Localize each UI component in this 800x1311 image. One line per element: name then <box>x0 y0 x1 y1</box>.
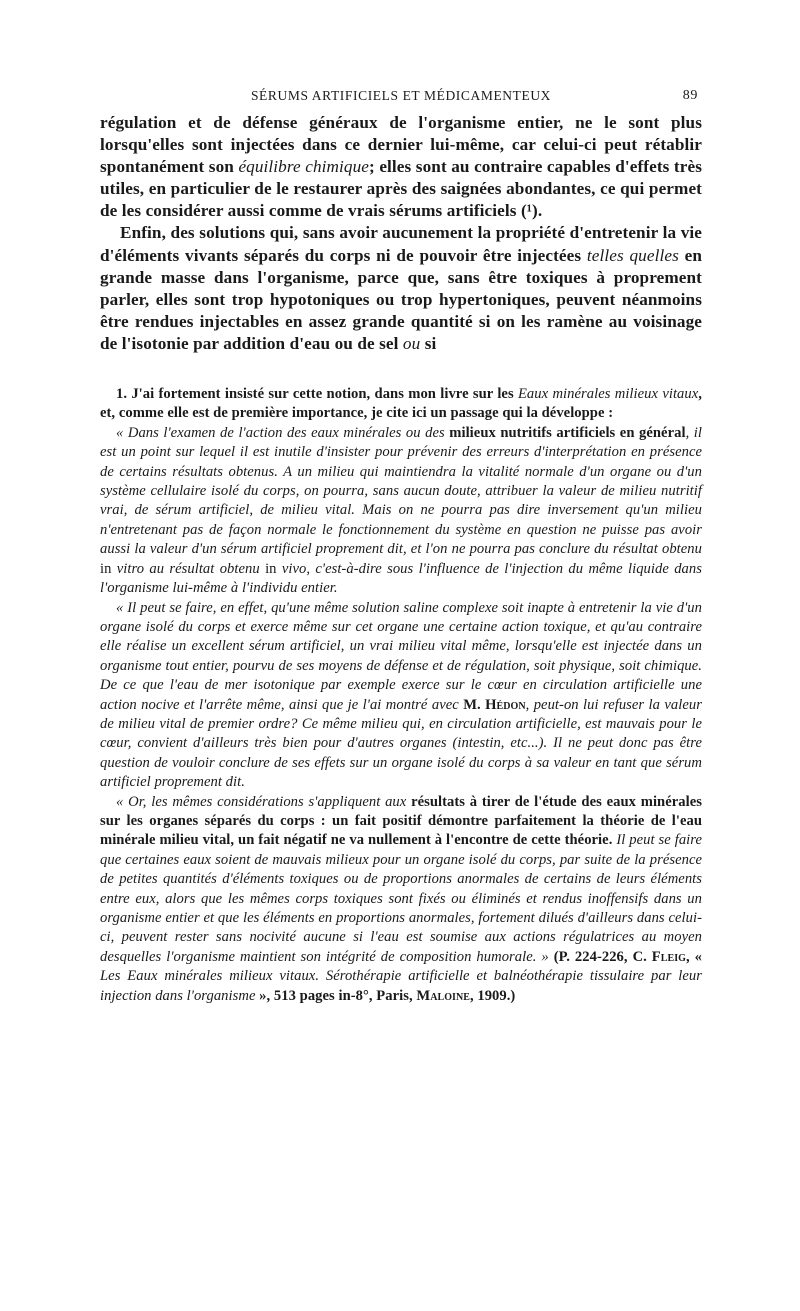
main-text <box>100 112 702 355</box>
footnote-intro: 1. J'ai fortement insisté sur cette notion, dans mon livre sur les Eaux minérales milieux vitaux, et, comme elle est de première importance, je cite ici un passage qui la développe : <box>100 386 702 422</box>
author-name: C. Fleig <box>632 948 686 965</box>
running-head <box>100 82 702 112</box>
footnote-quote: « Dans l'examen de l'action des eaux minérales ou des milieux nutritifs artificiels en général, il est un point sur lequel il est inutile d'insister pour prévenir des erreurs d'interprétation en présence de certains résultats obtenus. A un milieu qui maintiendra la vitalité normale d'un organe ou d'un système cellulaire isolé du corps, on pourra, sans aucun doute, attribuer la valeur de milieu nutritif vrai, de sérum artificiel, de milieu vital. Mais on ne pourra pas dire inversement qu'un milieu n'entretenant pas de façon normale le fonctionnement du système en question ne puisse pas avoir aussi la valeur d'un sérum artificiel proprement dit, et l'on ne pourra pas conclure du résultat obtenu in vitro au résultat obtenu in vivo, c'est-à-dire sous l'influence de l'injection du même liquide dans l'organisme lui-même à l'individu entier. <box>100 424 702 597</box>
running-title: SÉRUMS ARTIFICIELS ET MÉDICAMENTEUX <box>250 88 552 103</box>
page-number: 89 <box>682 88 698 103</box>
author-name: M. Hédon <box>463 696 526 713</box>
book-title: Les Eaux minérales milieux vitaux. Sérothérapie artificielle et balnéothérapie tissulaire par leur injection dans l'organisme <box>100 968 702 1004</box>
book-page <box>100 82 702 1006</box>
footnote-quote: « Or, les mêmes considérations s'appliquent aux résultats à tirer de l'étude des eaux minérales sur les organes séparés du corps : un fait positif démontre parfaitement la théorie de l'eau minérale milieu vital, un fait négatif ne va nullement à l'encontre de cette théorie. Il peut se faire que certaines eaux soient de mauvais milieux pour un organe isolé du corps, par suite de la présence de petites quantités d'éléments toxiques ou de proportions anormales de certains de leurs éléments entre eux, alors que les mêmes corps toxiques sont fixés ou éliminés et rendus inoffensifs dans un organisme entier et que les éléments en proportions anormales, fortement dilués d'ailleurs dans celui-ci, peuvent rester sans nocivité aucune si l'eau est soumise aux actions régulatrices au moyen desquelles l'organisme maintient son intégrité de composition humorale. » (P. 224-226, C. Fleig, « Les Eaux minérales milieux vitaux. Sérothérapie artificielle et balnéothérapie tissulaire par leur injection dans l'organisme », 513 pages in-8°, Paris, Maloine, 1909.) <box>100 793 702 1004</box>
paragraph: régulation et de défense généraux de l'organisme entier, ne le sont plus lorsqu'elles sont injectées dans ce dernier lui-même, car celui-ci peut rétablir spontanément son équilibre chimique; elles sont au contraire capables d'effets très utiles, en particulier de le restaurer après des saignées abondantes, ce qui permet de les considérer aussi comme de vrais sérums artificiels (¹). <box>100 113 702 221</box>
footnote <box>100 385 702 1006</box>
publisher-name: Maloine <box>416 987 470 1004</box>
footnote-quote: « Il peut se faire, en effet, qu'une même solution saline complexe soit inapte à entretenir la vie d'un organe isolé du corps et exerce même sur cet organe une certaine action toxique, et qu'au contraire elle réalise un excellent sérum artificiel, un vrai milieu vital même, lorsqu'elle est injectée dans un organisme tout entier, pourvu de ses moyens de défense et de régulation, soit physique, soit chimique. De ce que l'eau de mer isotonique par exemple exerce sur le cœur en circulation artificielle une action nocive et l'arrête même, ainsi que je l'ai montré avec M. Hédon, peut-on lui refuser la valeur de milieu vital de premier ordre? Ce même milieu qui, en circulation artificielle, est mauvais pour le cœur, convient d'ailleurs très bien pour d'autres organes (intestin, etc...). Il ne peut donc pas être question de vouloir conclure de ses effets sur un organe isolé du corps à sa valeur en tant que sérum artificiel proprement dit. <box>100 599 702 791</box>
footnote-reference: (¹) <box>520 201 538 221</box>
paragraph: Enfin, des solutions qui, sans avoir aucunement la propriété d'entretenir la vie d'éléments vivants séparés du corps ni de pouvoir être injectées telles quelles en grande masse dans l'organisme, parce que, sans être toxiques à proprement parler, elles sont trop hypotoniques ou trop hypertoniques, peuvent néanmoins être rendues injectables en assez grande quantité si on les ramène au voisinage de l'isotonie par addition d'eau ou de sel ou si <box>100 223 702 353</box>
